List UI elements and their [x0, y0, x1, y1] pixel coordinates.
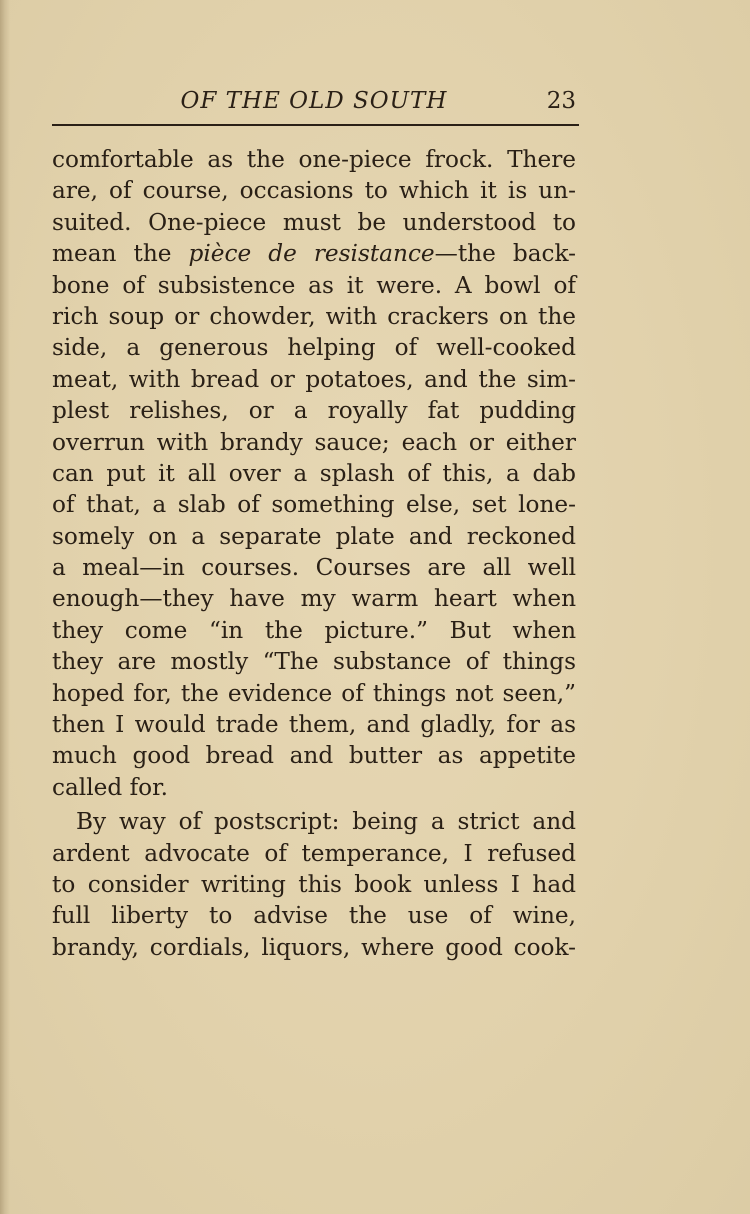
- text-line: meat, with bread or potatoes, and the sim-: [52, 365, 576, 393]
- text-line: then I would trade them, and gladly, for as: [52, 711, 576, 739]
- text-line: bone of subsistence as it were. A bowl of: [52, 271, 576, 299]
- text-line: full liberty to advise the use of wine,: [52, 902, 576, 930]
- text-line: much good bread and butter as appetite: [52, 742, 576, 770]
- text-line: rich soup or chowder, with crackers on the: [52, 302, 576, 330]
- text-line: of that, a slab of something else, set lone-: [52, 491, 576, 519]
- text-line: ardent advocate of temperance, I refused: [52, 839, 576, 867]
- text-line: [52, 238, 576, 269]
- body-text: [52, 144, 576, 963]
- text-line: suited. One-piece must be understood to: [52, 208, 576, 236]
- text-line: plest relishes, or a royally fat pudding: [52, 397, 576, 425]
- text-line: can put it all over a splash of this, a dab: [52, 459, 576, 487]
- italic-phrase: pièce de resistance: [188, 240, 435, 268]
- text-line: overrun with brandy sauce; each or either: [52, 428, 576, 456]
- text-line: side, a generous helping of well-cooked: [52, 334, 576, 362]
- text-line: they come “in the picture.” But when: [52, 616, 576, 644]
- paragraph-2: [52, 806, 576, 963]
- text-line: a meal—in courses. Courses are all well: [52, 554, 576, 582]
- page-header: [52, 86, 576, 116]
- text-line: they are mostly “The substance of things: [52, 648, 576, 676]
- text-run: mean the: [52, 240, 189, 268]
- paragraph-1: [52, 144, 576, 803]
- running-head: OF THE OLD SOUTH: [180, 88, 448, 114]
- text-line: By way of postscript: being a strict and: [76, 808, 576, 836]
- text-line: called for.: [52, 773, 169, 801]
- page-binding-edge: [0, 0, 10, 1214]
- page-number: 23: [546, 88, 576, 114]
- text-run: —the back-: [434, 240, 576, 268]
- text-line: are, of course, occasions to which it is un-: [52, 177, 576, 205]
- text-line: hoped for, the evidence of things not seen,”: [52, 679, 576, 707]
- text-line: brandy, cordials, liquors, where good cook-: [52, 933, 576, 961]
- header-rule: [52, 124, 579, 126]
- text-line: enough—they have my warm heart when: [52, 585, 576, 613]
- text-line: comfortable as the one-piece frock. There: [52, 146, 576, 173]
- text-line: somely on a separate plate and reckoned: [52, 522, 576, 550]
- text-line: to consider writing this book unless I had: [52, 870, 576, 898]
